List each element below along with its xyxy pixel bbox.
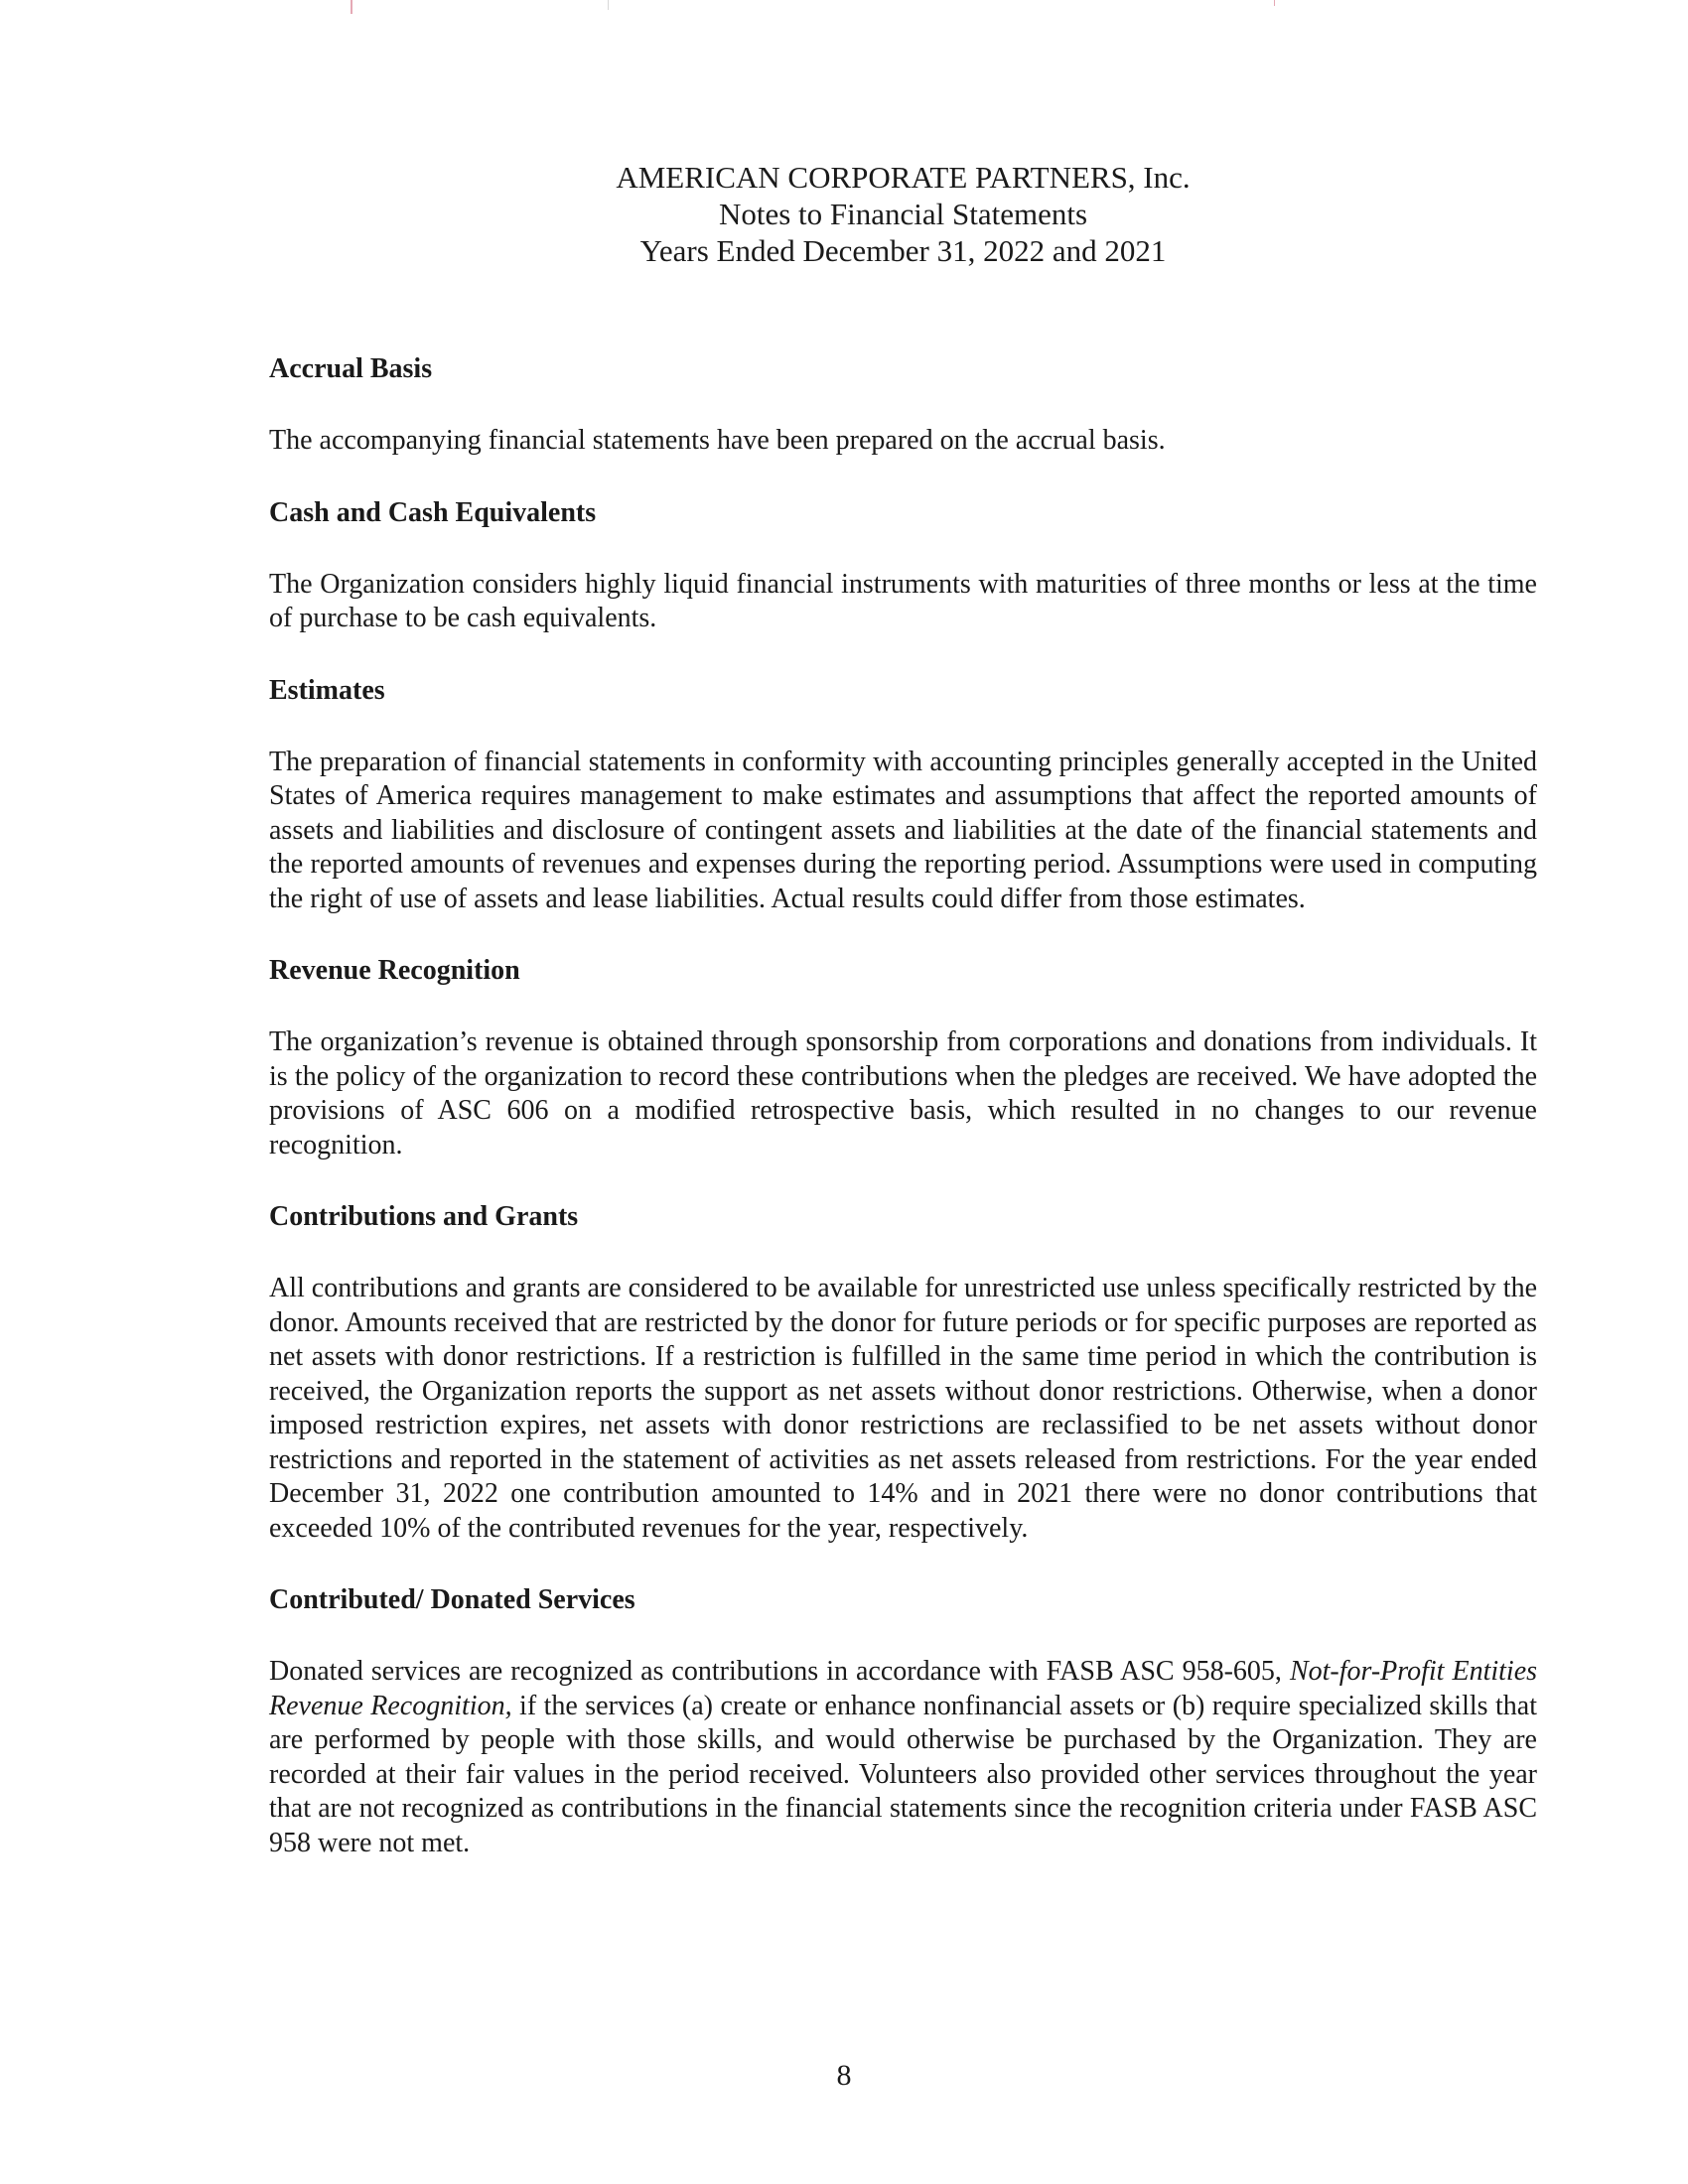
section-revenue-recognition — [269, 954, 1537, 1162]
page-number: 8 — [836, 2059, 852, 2092]
body-text-italic-title: Not-for-Profit Entities Revenue Recognition, — [269, 1656, 1538, 1721]
section-heading: Revenue Recognition — [269, 955, 520, 986]
section-heading: Cash and Cash Equivalents — [269, 496, 597, 528]
section-accrual-basis — [269, 352, 1537, 459]
section-heading: Accrual Basis — [269, 353, 433, 384]
scan-edge-mark — [608, 0, 609, 10]
scan-edge-mark — [1274, 0, 1275, 6]
section-body: All contributions and grants are considered to be available for unrestricted use unless specifically restricted by the donor. Amounts received that are restricted by the donor for future periods or for specific purposes are reported as net assets with donor restrictions. If a restriction is fulfilled in the same time period in which the contribution is received, the Organization reports the support as net assets without donor restrictions. Otherwise, when a donor imposed restriction expires, net assets with donor restrictions are reclassified to be net assets without donor restrictions and reported in the statement of activities as net assets released from restrictions. For the year ended December 31, 2022 one contribution amounted to 14% and in 2021 there were no donor contributions that exceeded 10% of the contributed revenues for the year, respectively. — [269, 1273, 1537, 1544]
section-body: The organization’s revenue is obtained through sponsorship from corporations and donations from individuals. It is the policy of the organization to record these contributions when the pledges are received. We have adopted the provisions of ASC 606 on a modified retrospective basis, which resulted in no changes to our revenue recognition. — [269, 1026, 1537, 1160]
section-body — [269, 1655, 1537, 1860]
section-heading: Contributed/ Donated Services — [269, 1584, 635, 1615]
section-body: The accompanying financial statements have been prepared on the accrual basis. — [269, 425, 1166, 456]
section-contributions-grants — [269, 1200, 1537, 1546]
reporting-period: Years Ended December 31, 2022 and 2021 — [639, 233, 1167, 268]
section-body: The Organization considers highly liquid financial instruments with maturities of three months or less at the time of purchase to be cash equivalents. — [269, 568, 1537, 633]
organization-name: AMERICAN CORPORATE PARTNERS, Inc. — [616, 160, 1191, 195]
section-body: The preparation of financial statements in conformity with accounting principles generally accepted in the United States of America requires management to make estimates and assumptions that affect the reported amounts of assets and liabilities and disclosure of contingent assets and liabilities at the date of the financial statements and the reported amounts of revenues and expenses during the reporting period. Assumptions were used in computing the right of use of assets and lease liabilities. Actual results could differ from those estimates. — [269, 746, 1537, 914]
section-estimates — [269, 674, 1537, 917]
section-heading: Contributions and Grants — [269, 1201, 579, 1232]
document-page — [269, 159, 1537, 1898]
body-text-pre: Donated services are recognized as contributions in accordance with FASB ASC 958-605, — [269, 1656, 1290, 1687]
section-heading: Estimates — [269, 674, 385, 706]
scan-edge-mark — [351, 0, 352, 14]
section-donated-services — [269, 1583, 1537, 1860]
document-header — [269, 159, 1537, 269]
body-text-post: if the services (a) create or enhance nonfinancial assets or (b) require specialized skills that are performed by people with those skills, and would otherwise be purchased by the Organization. They are recorded at their fair values in the period received. Volunteers also provided other services throughout the year that are not recognized as contributions in the financial statements since the recognition criteria under FASB ASC 958 were not met. — [269, 1690, 1537, 1858]
section-cash-equivalents — [269, 496, 1537, 636]
document-title: Notes to Financial Statements — [718, 197, 1088, 231]
